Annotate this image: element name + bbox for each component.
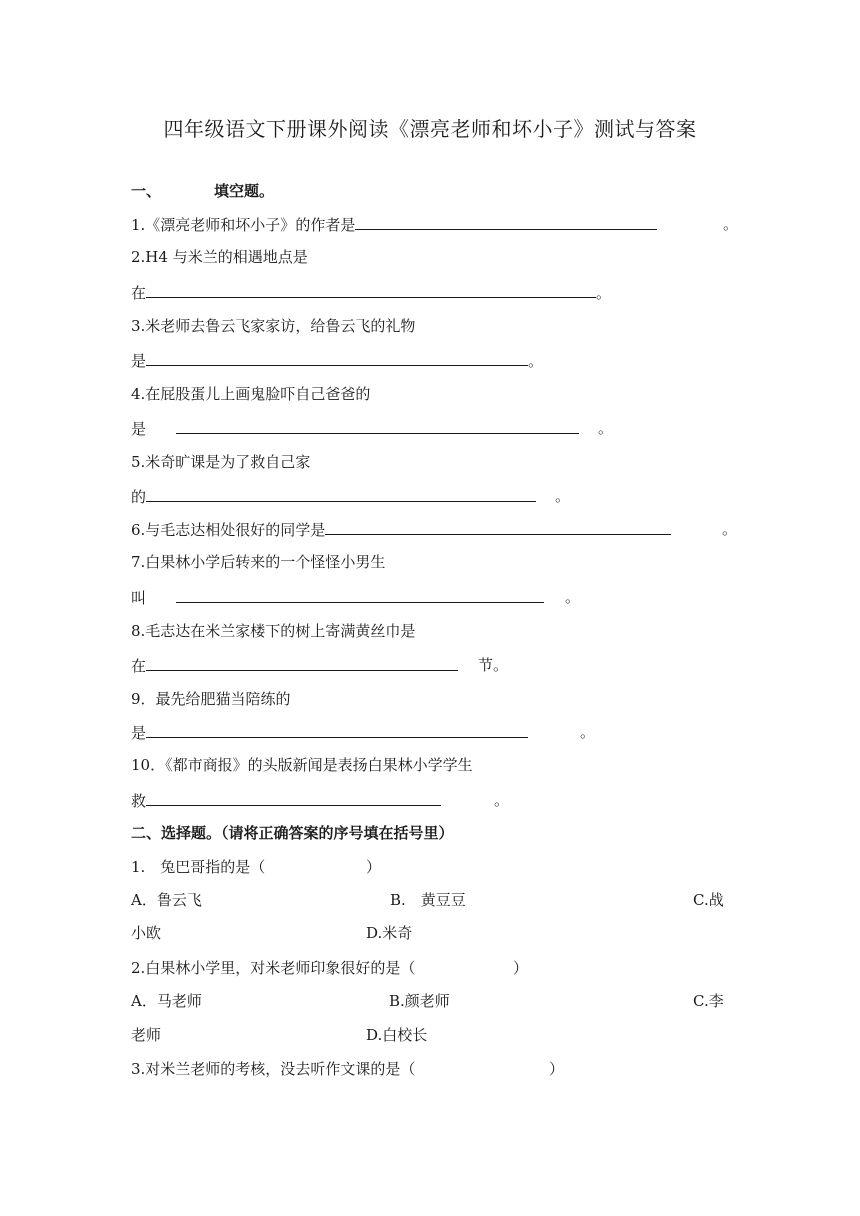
question-10-lead: 救 [131, 792, 147, 810]
question-2-text: 2.H4 与米兰的相遇地点是 [131, 248, 308, 266]
choice-2-option-d[interactable]: D.白校长 [366, 1026, 428, 1044]
section1-label: 填空题。 [214, 182, 275, 200]
question-6-end: 。 [722, 520, 738, 538]
question-10-answer [131, 788, 441, 813]
question-4-end: 。 [598, 419, 614, 437]
answer-blank-5[interactable] [146, 484, 536, 502]
section2-heading: 二、选择题。（请将正确答案的序号填在括号里） [131, 824, 454, 842]
question-5-end: 。 [555, 487, 571, 505]
question-9-text: 9．最先给肥猫当陪练的 [131, 690, 291, 708]
choice-2-option-a[interactable]: A．马老师 [131, 992, 202, 1010]
question-1-end: 。 [723, 215, 739, 233]
choice-question-3-close: ） [549, 1060, 565, 1078]
answer-blank-6[interactable] [325, 517, 671, 535]
choice-question-1-text: 1. 兔巴哥指的是（ [131, 858, 266, 876]
choice-2-option-b[interactable]: B.颜老师 [389, 992, 450, 1010]
question-6-text: 6.与毛志达相处很好的同学是 [131, 521, 326, 539]
answer-blank-4[interactable] [176, 416, 579, 434]
question-1 [131, 212, 657, 237]
answer-blank-2[interactable] [146, 280, 596, 298]
question-6 [131, 517, 671, 542]
question-10-end: 。 [494, 791, 510, 809]
page-title: 四年级语文下册课外阅读《漂亮老师和坏小子》测试与答案 [163, 117, 697, 141]
question-2-answer [131, 280, 611, 305]
choice-question-3-text: 3.对米兰老师的考核，没去听作文课的是（ [131, 1060, 416, 1078]
question-4-lead: 是 [131, 420, 147, 438]
question-8-answer [131, 653, 458, 678]
question-10-text: 10．《都市商报》的头版新闻是表扬白果林小学学生 [131, 756, 473, 774]
question-2-end: 。 [596, 284, 612, 302]
choice-question-1-close: ） [366, 858, 382, 876]
question-5-lead: 的 [131, 488, 147, 506]
question-5-answer [131, 484, 536, 509]
question-7-answer [131, 585, 544, 610]
question-8-lead: 在 [131, 657, 147, 675]
question-4-text: 4.在屁股蛋儿上画鬼脸吓自己爸爸的 [131, 385, 371, 403]
question-3-text: 3.米老师去鲁云飞家家访，给鲁云飞的礼物 [131, 317, 416, 335]
question-7-lead: 叫 [131, 589, 147, 607]
choice-1-option-d[interactable]: D.米奇 [366, 924, 413, 942]
question-7-end: 。 [565, 588, 581, 606]
question-3-end: 。 [528, 352, 544, 370]
question-9-end: 。 [580, 723, 596, 741]
choice-question-2-close: ） [513, 959, 529, 977]
question-2-lead: 在 [131, 284, 147, 302]
question-9-lead: 是 [131, 724, 147, 742]
choice-question-2-text: 2.白果林小学里，对米老师印象很好的是（ [131, 959, 416, 977]
answer-blank-9[interactable] [146, 720, 528, 738]
question-8-text: 8.毛志达在米兰家楼下的树上寄满黄丝巾是 [131, 622, 416, 640]
answer-blank-8[interactable] [146, 653, 458, 671]
question-1-text: 1.《漂亮老师和坏小子》的作者是 [131, 216, 356, 234]
question-5-text: 5.米奇旷课是为了救自己家 [131, 453, 311, 471]
question-8-end: 节。 [478, 656, 509, 674]
choice-2-option-c[interactable]: C.李 [693, 992, 724, 1010]
choice-1-option-a[interactable]: A．鲁云飞 [131, 891, 202, 909]
answer-blank-3[interactable] [146, 348, 528, 366]
answer-blank-7[interactable] [176, 585, 544, 603]
choice-2-option-c-cont: 老师 [131, 1026, 162, 1044]
question-4-answer [131, 416, 579, 441]
choice-1-option-c-cont: 小欧 [131, 924, 162, 942]
question-3-lead: 是 [131, 352, 147, 370]
answer-blank-10[interactable] [146, 788, 441, 806]
choice-1-option-b[interactable]: B. 黄豆豆 [390, 891, 466, 909]
section1-number: 一、 [131, 182, 162, 200]
choice-1-option-c[interactable]: C.战 [693, 891, 724, 909]
question-3-answer [131, 348, 543, 373]
question-7-text: 7.白果林小学后转来的一个怪怪小男生 [131, 553, 386, 571]
question-9-answer [131, 720, 528, 745]
answer-blank-1[interactable] [355, 212, 657, 230]
